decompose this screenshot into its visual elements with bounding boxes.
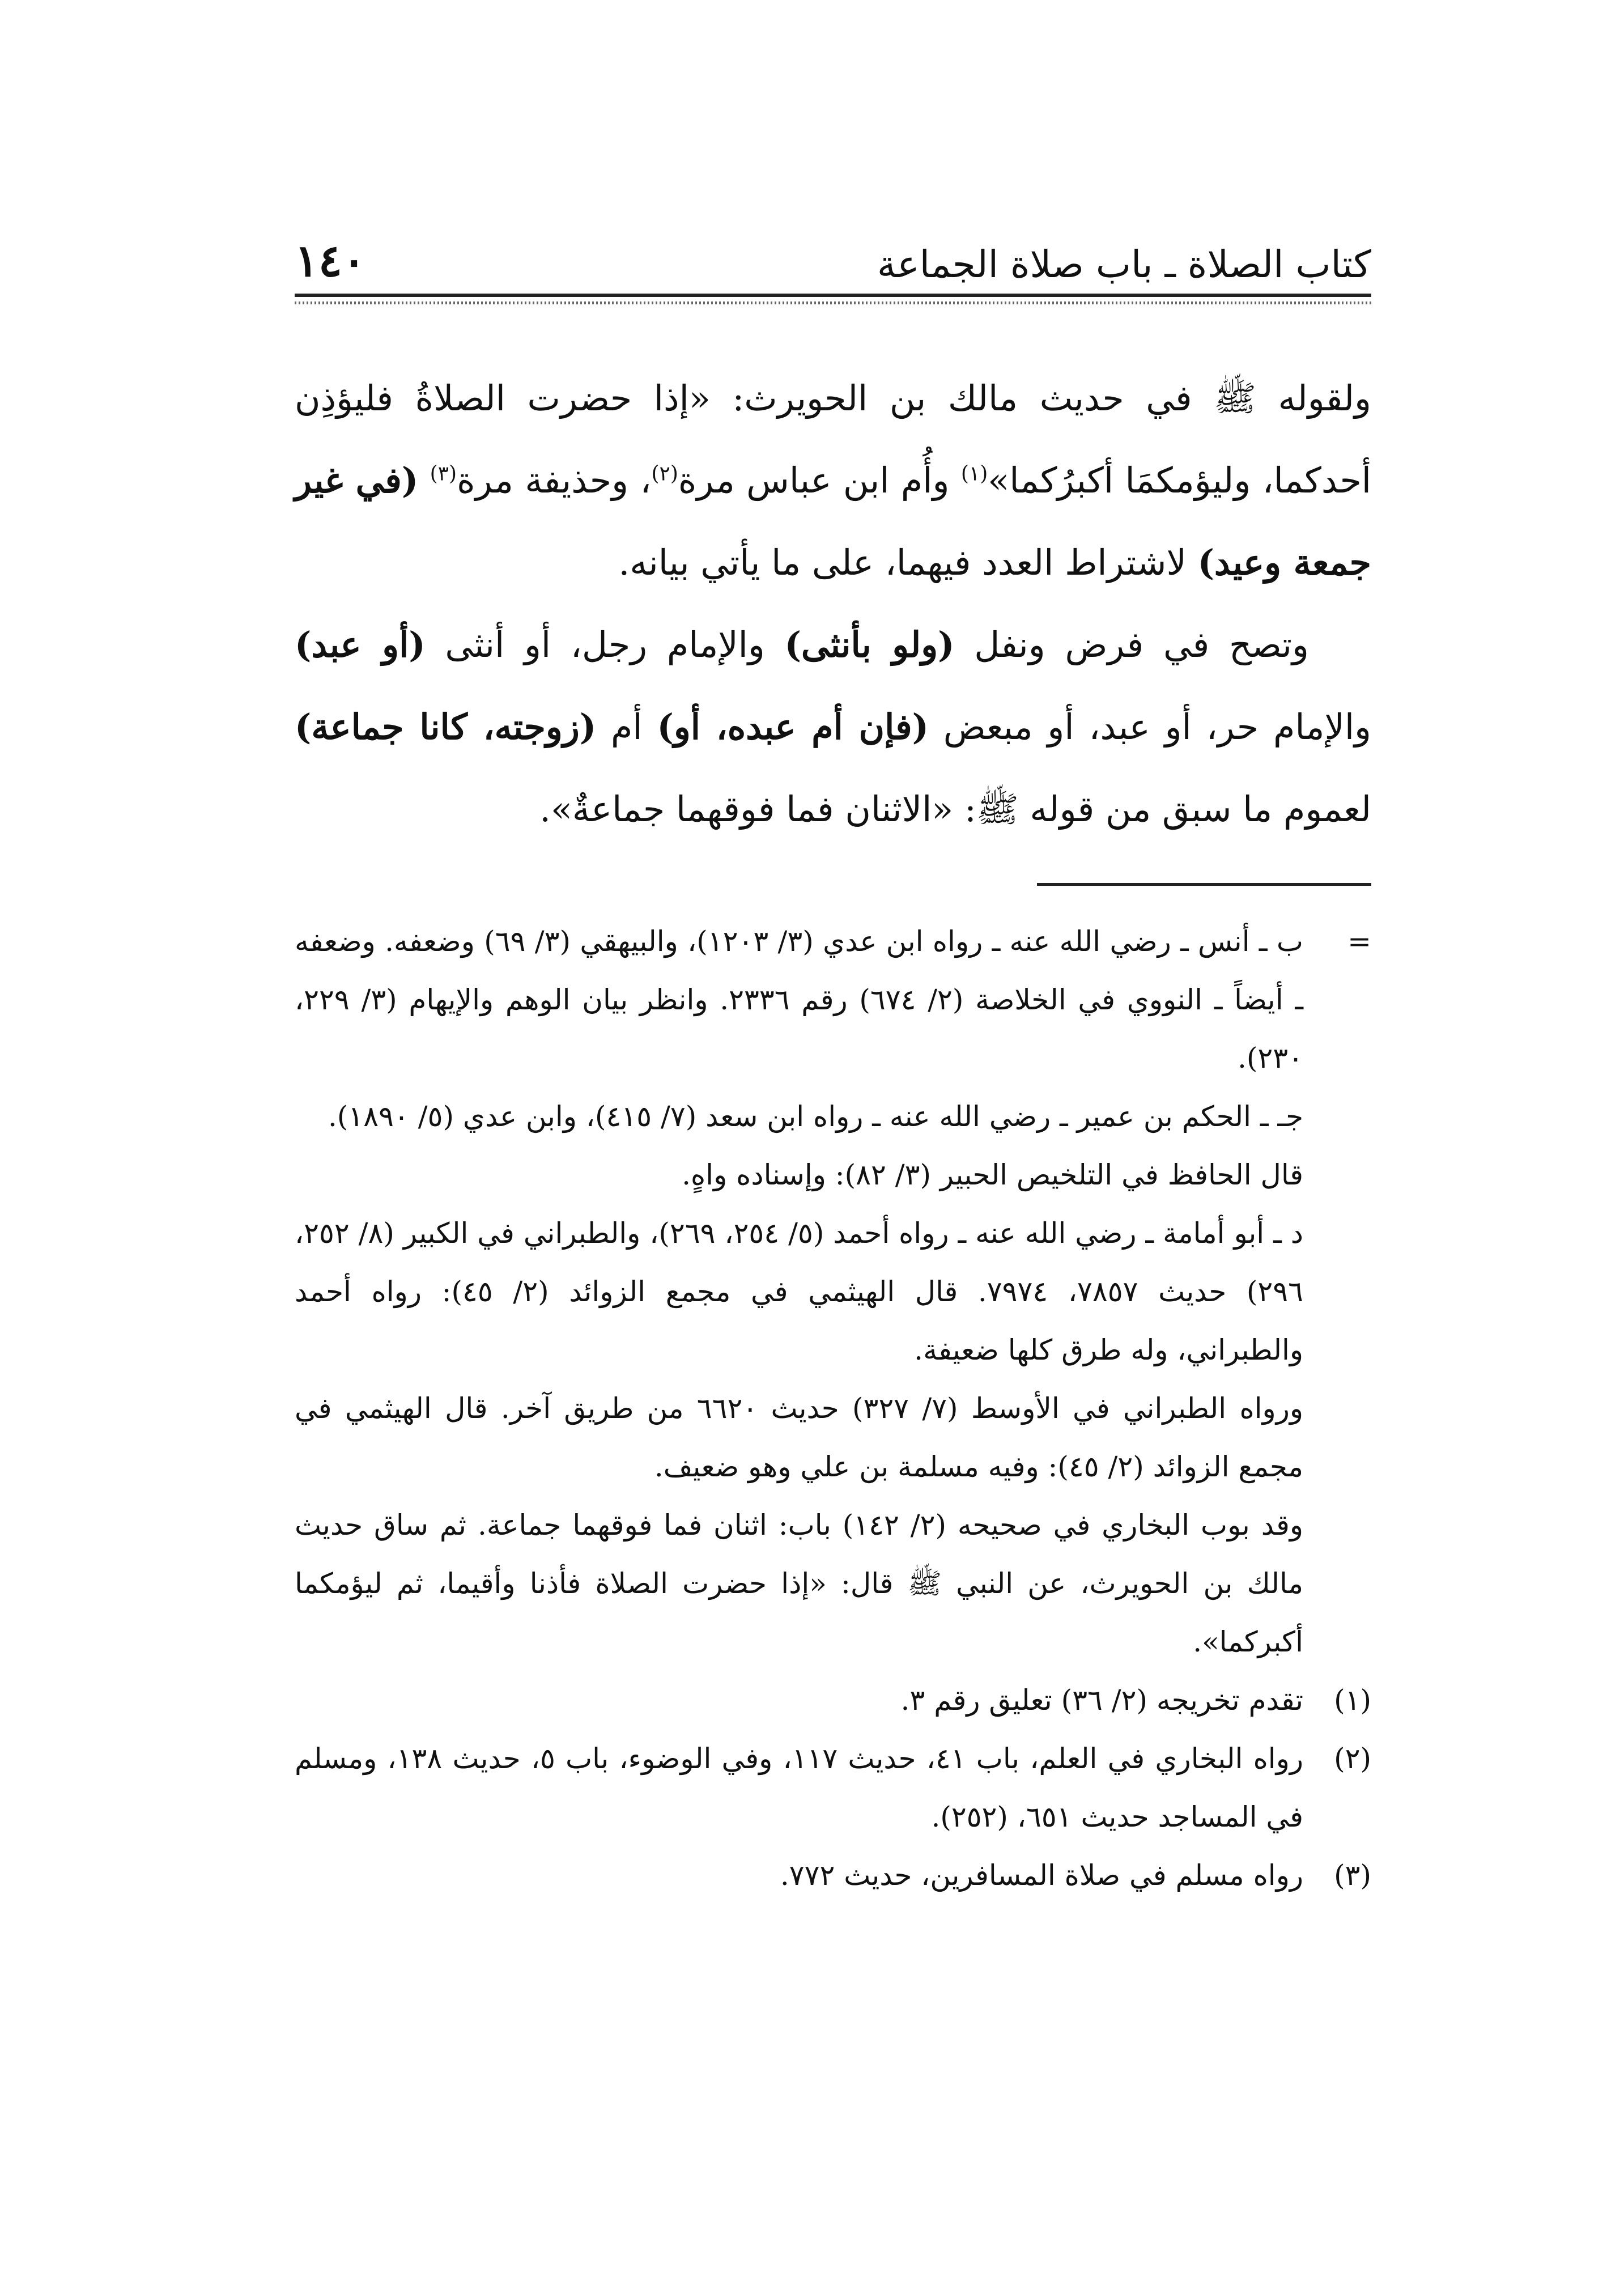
- footnote-1: [295, 1671, 1371, 1730]
- matn-text: (في غير جمعة وعيد): [295, 460, 1371, 583]
- footnote-2: [295, 1730, 1371, 1846]
- matn-text: (زوجته، كانا جماعة): [295, 706, 597, 748]
- book-title: كتاب الصلاة ـ باب صلاة الجماعة: [877, 243, 1371, 286]
- footnote-text: تقدم تخريجه (٢/ ٣٦) تعليق رقم ٣.: [900, 1684, 1303, 1717]
- running-header: [295, 221, 1371, 287]
- footnote-text: رواه مسلم في صلاة المسافرين، حديث ٧٧٢.: [780, 1859, 1303, 1892]
- text-run: لعموم ما سبق من قوله ﷺ: «الاثنان فما فوقهما جماعةٌ».: [539, 788, 1371, 830]
- footnote-paragraph: د ـ أبو أمامة ـ رضي الله عنه ـ رواه أحمد (٥/ ٢٥٤، ٢٦٩)، والطبراني في الكبير (٨/ ٢٥٢، ٢٩٦) حديث ٧٨٥٧، ٧٩٧٤. قال الهيثمي في مجمع الزوائد (٢/ ٤٥): رواه أحمد والطبراني، وله طرق كلها ضعيفة.: [295, 1217, 1303, 1366]
- matn-text: (أو عبد): [295, 624, 426, 665]
- header-rule: [295, 294, 1371, 306]
- text-run: والإمام حر، أو عبد، أو مبعض: [928, 706, 1371, 748]
- text-run: وأُم ابن عباس مرة: [678, 460, 961, 501]
- footnote-text: رواه البخاري في العلم، باب ٤١، حديث ١١٧، وفي الوضوء، باب ٥، حديث ١٣٨، ومسلم في المساجد حديث ٦٥١، (٢٥٢).: [295, 1742, 1303, 1833]
- matn-text: (فإن أم عبده، أو): [657, 706, 929, 748]
- footnote-marker: (٣): [1334, 1859, 1371, 1892]
- footnote-separator: [1037, 883, 1371, 886]
- footnote-continuation: [295, 912, 1371, 1671]
- footnote-body: [295, 912, 1303, 1671]
- text-run: والإمام رجل، أو أنثى: [425, 624, 785, 665]
- text-run: وتصح في فرض ونفل: [954, 624, 1309, 665]
- footnote-paragraph: ب ـ أنس ـ رضي الله عنه ـ رواه ابن عدي (٣/ ١٢٠٣)، والبيهقي (٣/ ٦٩) وضعفه. وضعفه ـ أيضاً ـ النووي في الخلاصة (٢/ ٦٧٤) رقم ٢٣٣٦. وانظر بيان الوهم والإيهام (٣/ ٢٢٩، ٢٣٠).: [295, 925, 1303, 1075]
- footnote-paragraph: وقد بوب البخاري في صحيحه (٢/ ١٤٢) باب: اثنان فما فوقهما جماعة. ثم ساق حديث مالك بن الحويرث، عن النبي ﷺ قال: «إذا حضرت الصلاة فأذنا وأقيما، ثم ليؤمكما أكبركما».: [295, 1509, 1303, 1658]
- text-run: ، وحذيفة مرة: [457, 460, 652, 501]
- page-number: ١٤٠: [295, 235, 366, 287]
- text-run: ولقوله ﷺ في حديث مالك بن الحويرث: «إذا حضرت الصلاةُ فليؤذِن أحدكما، وليؤمكمَا أكبرُكما»: [295, 377, 1372, 501]
- footnote-marker: (١): [1334, 1684, 1371, 1717]
- continuation-marker: =: [1347, 925, 1371, 958]
- matn-text: (ولو بأنثى): [784, 624, 955, 665]
- paragraph-1: [295, 357, 1371, 604]
- footnote-ref-3: (٣): [430, 462, 457, 486]
- footnote-ref-1: (١): [960, 462, 988, 486]
- text-run: أم: [596, 706, 657, 748]
- footnotes: [295, 912, 1371, 1905]
- main-text: [295, 357, 1371, 850]
- footnote-marker: (٢): [1334, 1742, 1371, 1775]
- footnote-paragraph: ورواه الطبراني في الأوسط (٧/ ٣٢٧) حديث ٦٦٢٠ من طريق آخر. قال الهيثمي في مجمع الزوائد (٢/ ٤٥): وفيه مسلمة بن علي وهو ضعيف.: [295, 1392, 1303, 1483]
- text-run: لاشتراط العدد فيهما، على ما يأتي بيانه.: [618, 542, 1198, 583]
- footnote-paragraph: جـ ـ الحكم بن عمير ـ رضي الله عنه ـ رواه ابن سعد (٧/ ٤١٥)، وابن عدي (٥/ ١٨٩٠).: [328, 1100, 1303, 1133]
- footnote-paragraph: قال الحافظ في التلخيص الحبير (٣/ ٨٢): وإسناده واهٍ.: [682, 1158, 1303, 1191]
- text-run: [418, 460, 430, 501]
- footnote-3: [295, 1846, 1371, 1905]
- footnote-ref-2: (٢): [651, 462, 678, 486]
- paragraph-2: [295, 604, 1371, 850]
